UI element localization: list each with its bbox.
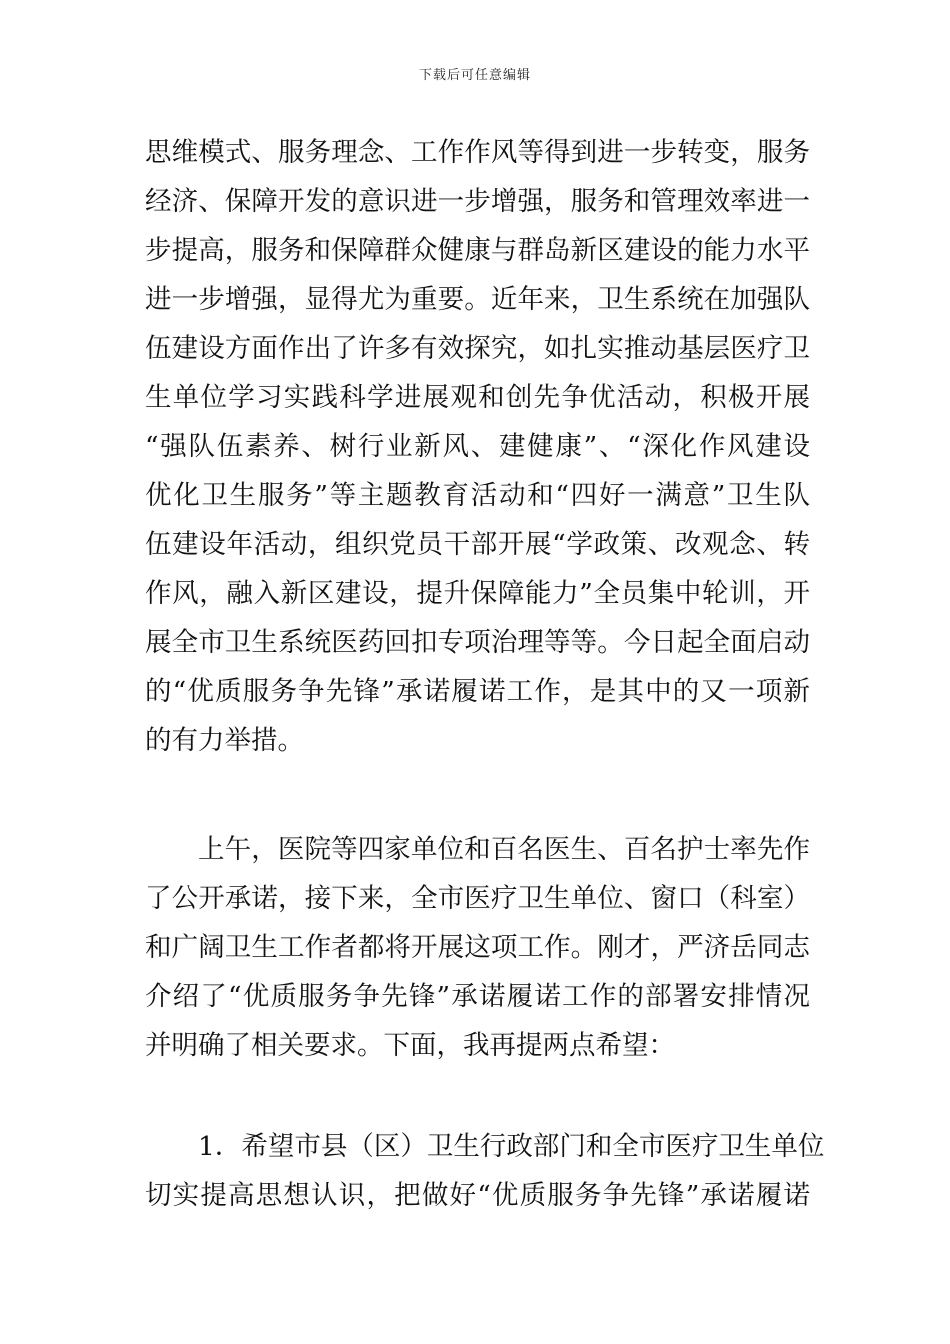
text-line: 进一步增强，显得尤为重要。近年来，卫生系统在加强队 [145,284,810,315]
text-line: 并明确了相关要求。下面，我再提两点希望： [145,1030,675,1061]
text-line: 伍建设方面作出了许多有效探究，如扎实推动基层医疗卫 [145,333,810,364]
text-line: 介绍了“优质服务争先锋”承诺履诺工作的部署安排情况 [145,981,810,1012]
text-line: 优化卫生服务”等主题教育活动和“四好一满意”卫生队 [145,480,810,511]
text-line: 步提高，服务和保障群众健康与群岛新区建设的能力水平 [145,235,810,266]
text-line: 伍建设年活动，组织党员干部开展“学政策、改观念、转 [145,529,810,560]
text-line: 的有力举措。 [145,725,304,756]
text-line: 了公开承诺，接下来，全市医疗卫生单位、窗口（科室） [145,883,810,914]
text-line: 经济、保障开发的意识进一步增强，服务和管理效率进一 [145,186,810,217]
body-paragraph-1 [145,128,810,765]
text-line: “强队伍素养、树行业新风、建健康”、“深化作风建设 [145,431,810,462]
text-line: 上午，医院等四家单位和百名医生、百名护士率先作 [198,834,810,865]
text-line: 1．希望市县（区）卫生行政部门和全市医疗卫生单位 [198,1131,825,1162]
text-line: 展全市卫生系统医药回扣专项治理等等。今日起全面启动 [145,627,810,658]
text-line: 思维模式、服务理念、工作作风等得到进一步转变，服务 [145,137,810,168]
text-line: 切实提高思想认识，把做好“优质服务争先锋”承诺履诺 [145,1180,810,1211]
text-line: 作风，融入新区建设，提升保障能力”全员集中轮训，开 [145,578,810,609]
body-paragraph-2 [145,825,810,1070]
page-header-note: 下载后可任意编辑 [418,68,531,83]
text-line: 和广阔卫生工作者都将开展这项工作。刚才，严济岳同志 [145,932,810,963]
text-line: 生单位学习实践科学进展观和创先争优活动，积极开展 [145,382,810,413]
body-paragraph-3 [145,1122,825,1220]
text-line: 的“优质服务争先锋”承诺履诺工作，是其中的又一项新 [145,676,810,707]
